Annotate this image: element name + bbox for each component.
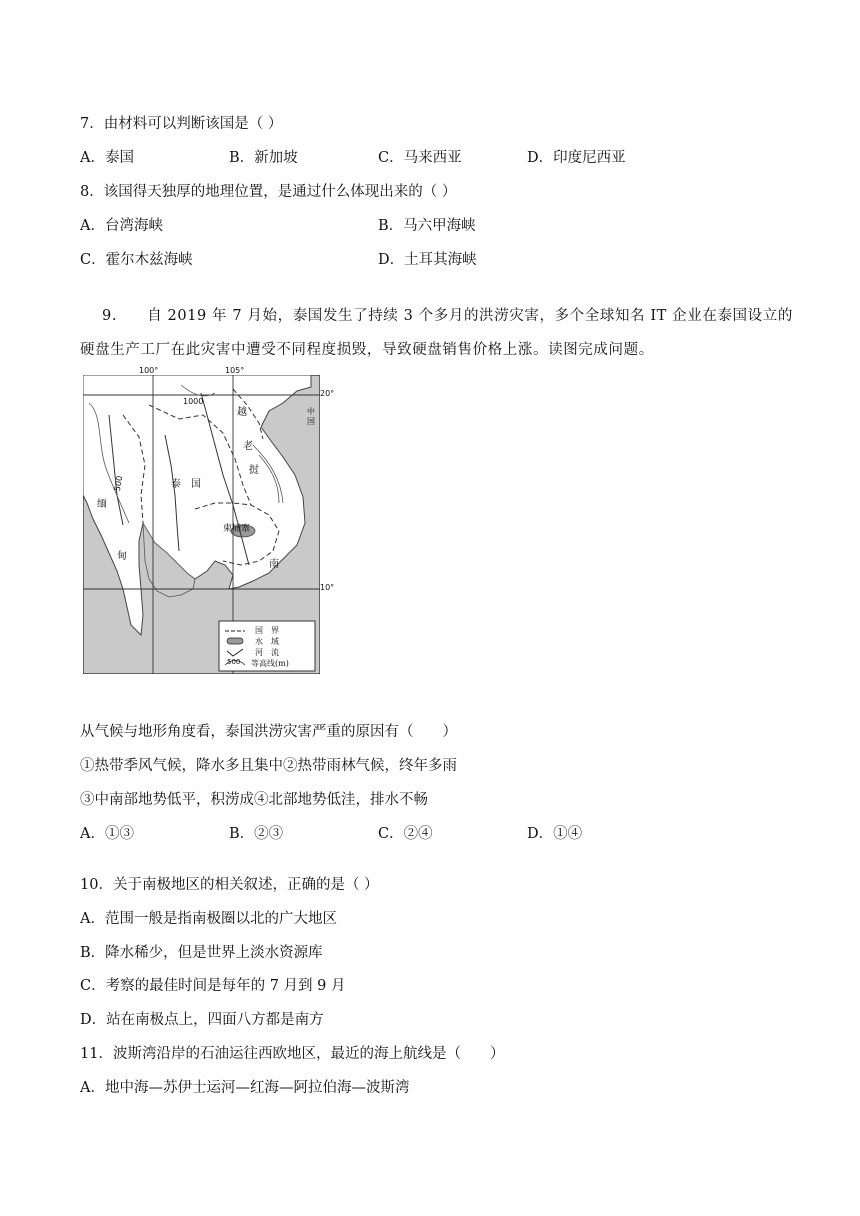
- q11-option-a: A．地中海—苏伊士运河—红海—阿拉伯海—波斯湾: [80, 1080, 410, 1096]
- question-8-stem: 8．该国得天独厚的地理位置，是通过什么体现出来的（ ）: [80, 184, 457, 200]
- label-myanmar-2: 甸: [117, 551, 127, 562]
- question-11-stem: 11．波斯湾沿岸的石油运往西欧地区，最近的海上航线是（ ）: [80, 1046, 505, 1062]
- q7-option-a: A．泰国: [80, 150, 134, 166]
- legend-contour-value: 500: [227, 658, 241, 666]
- question-9-intro-line1: 9. 自 2019 年 7 月始，泰国发生了持续 3 个多月的洪涝灾害，多个全球知名 IT 企业在泰国设立的: [102, 308, 793, 324]
- question-9-stem: 从气候与地形角度看，泰国洪涝灾害严重的原因有（ ）: [80, 724, 457, 740]
- lon-label-100: 100°: [139, 366, 159, 375]
- lon-label-105: 105°: [225, 366, 245, 375]
- q8-option-b: B．马六甲海峡: [378, 218, 476, 234]
- label-laos-2: 挝: [249, 465, 259, 476]
- label-laos-1: 老: [243, 441, 253, 452]
- q10-option-d: D．站在南极点上，四面八方都是南方: [80, 1012, 324, 1028]
- legend-contour-label: 等高线(m): [251, 659, 289, 668]
- q9-statements-line2: ③中南部地势低平，积涝成④北部地势低洼，排水不畅: [80, 792, 428, 808]
- q8-option-a: A．台湾海峡: [80, 218, 163, 234]
- label-myanmar-1: 缅: [97, 499, 107, 510]
- label-vietnam-2: 南: [269, 559, 279, 570]
- contour-label-1000: 1000: [183, 397, 204, 406]
- q7-option-c: C．马来西亚: [378, 150, 462, 166]
- question-10-stem: 10．关于南极地区的相关叙述，正确的是（ ）: [80, 877, 379, 893]
- contour-label-500: 500: [112, 475, 125, 492]
- q10-option-a: A．范围一般是指南极圈以北的广大地区: [80, 911, 337, 927]
- q7-option-d: D．印度尼西亚: [527, 150, 626, 166]
- q9-option-d: D．①④: [527, 826, 583, 842]
- label-vietnam-1: 越: [237, 407, 247, 418]
- question-7-stem: 7．由材料可以判断该国是（ ）: [80, 116, 283, 132]
- legend-river-label: 河 流: [255, 648, 279, 657]
- indochina-map: [83, 366, 335, 674]
- lat-label-10: 10°: [320, 583, 335, 592]
- label-cambodia: 柬埔寨: [223, 524, 251, 534]
- legend-border-label: 国 界: [255, 626, 279, 635]
- q9-option-a: A．①③: [80, 826, 134, 842]
- q9-option-c: C．②④: [378, 826, 433, 842]
- label-thailand: 泰 国: [171, 479, 201, 490]
- lat-label-20: 20°: [320, 389, 335, 398]
- q10-option-c: C．考察的最佳时间是每年的 7 月到 9 月: [80, 978, 346, 994]
- label-china: 中国: [307, 407, 315, 426]
- question-9-intro-line2: 硬盘生产工厂在此灾害中遭受不同程度损毁，导致硬盘销售价格上涨。读图完成问题。: [80, 342, 654, 358]
- q9-statements-line1: ①热带季风气候，降水多且集中②热带雨林气候，终年多雨: [80, 758, 457, 774]
- q10-option-b: B．降水稀少，但是世界上淡水资源库: [80, 945, 323, 961]
- q9-option-b: B．②③: [229, 826, 284, 842]
- legend-water-label: 水 域: [255, 637, 279, 646]
- q8-option-d: D．土耳其海峡: [378, 252, 477, 268]
- q8-option-c: C．霍尔木兹海峡: [80, 252, 193, 268]
- q7-option-b: B．新加坡: [229, 150, 298, 166]
